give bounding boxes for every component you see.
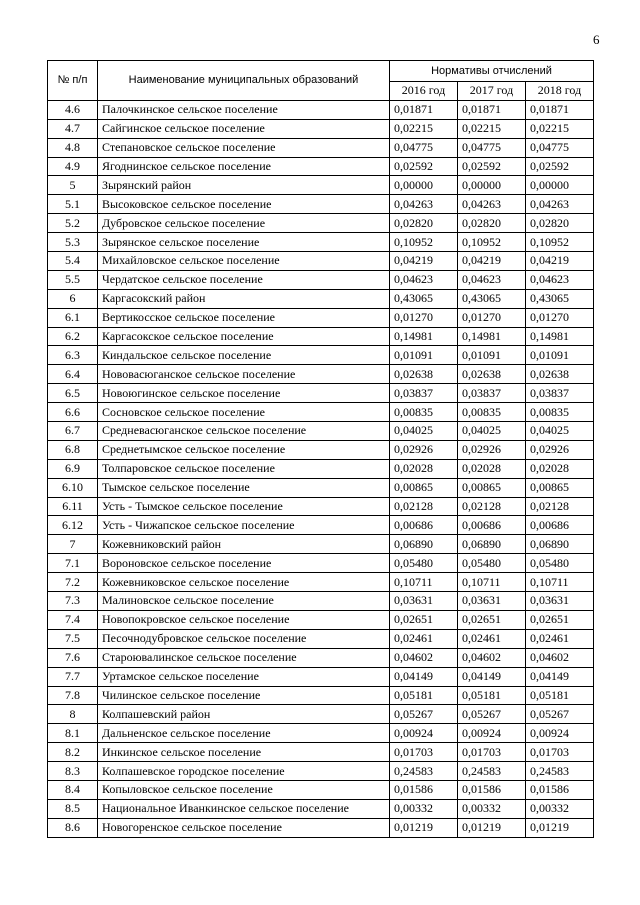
table-row <box>48 648 594 667</box>
table-row <box>48 195 594 214</box>
table-row <box>48 610 594 629</box>
row-number: 6.10 <box>48 478 98 497</box>
municipality-name: Вороновское сельское поселение <box>98 554 390 573</box>
municipality-name: Уртамское сельское поселение <box>98 667 390 686</box>
value-2016: 0,02638 <box>390 365 458 384</box>
value-2016: 0,10711 <box>390 573 458 592</box>
table-row <box>48 176 594 195</box>
row-number: 7.3 <box>48 592 98 611</box>
value-2017: 0,04149 <box>458 667 526 686</box>
row-number: 5 <box>48 176 98 195</box>
table-row <box>48 762 594 781</box>
value-2016: 0,00865 <box>390 478 458 497</box>
value-2017: 0,01586 <box>458 780 526 799</box>
table-row <box>48 327 594 346</box>
municipality-name: Усть - Чижапское сельское поселение <box>98 516 390 535</box>
value-2016: 0,01091 <box>390 346 458 365</box>
value-2018: 0,01871 <box>526 100 594 119</box>
value-2016: 0,03631 <box>390 592 458 611</box>
row-number: 6.1 <box>48 308 98 327</box>
table-row <box>48 119 594 138</box>
row-number: 4.7 <box>48 119 98 138</box>
value-2017: 0,02128 <box>458 497 526 516</box>
header-year-2018: 2018 год <box>526 82 594 101</box>
value-2018: 0,10952 <box>526 233 594 252</box>
table-row <box>48 233 594 252</box>
municipality-name: Копыловское сельское поселение <box>98 780 390 799</box>
value-2016: 0,03837 <box>390 384 458 403</box>
row-number: 6.8 <box>48 440 98 459</box>
value-2016: 0,04775 <box>390 138 458 157</box>
page-number: 6 <box>593 32 600 47</box>
municipality-name: Каргасокский район <box>98 289 390 308</box>
value-2018: 0,06890 <box>526 535 594 554</box>
value-2018: 0,05267 <box>526 705 594 724</box>
table-row <box>48 346 594 365</box>
value-2018: 0,03631 <box>526 592 594 611</box>
value-2016: 0,01219 <box>390 818 458 837</box>
row-number: 4.6 <box>48 100 98 119</box>
row-number: 7.7 <box>48 667 98 686</box>
value-2016: 0,00924 <box>390 724 458 743</box>
value-2018: 0,04025 <box>526 422 594 441</box>
row-number: 6.9 <box>48 459 98 478</box>
municipality-name: Чилинское сельское поселение <box>98 686 390 705</box>
municipality-name: Малиновское сельское поселение <box>98 592 390 611</box>
value-2018: 0,03837 <box>526 384 594 403</box>
value-2017: 0,02638 <box>458 365 526 384</box>
value-2018: 0,00000 <box>526 176 594 195</box>
municipality-name: Колпашевский район <box>98 705 390 724</box>
value-2017: 0,01270 <box>458 308 526 327</box>
value-2017: 0,01871 <box>458 100 526 119</box>
table-row <box>48 157 594 176</box>
row-number: 4.9 <box>48 157 98 176</box>
value-2017: 0,00000 <box>458 176 526 195</box>
table-row <box>48 289 594 308</box>
value-2016: 0,04623 <box>390 270 458 289</box>
row-number: 6.3 <box>48 346 98 365</box>
municipality-name: Киндальское сельское поселение <box>98 346 390 365</box>
value-2018: 0,00865 <box>526 478 594 497</box>
value-2017: 0,04775 <box>458 138 526 157</box>
header-norms-group: Нормативы отчислений <box>390 61 594 82</box>
value-2016: 0,01270 <box>390 308 458 327</box>
value-2017: 0,04263 <box>458 195 526 214</box>
value-2017: 0,04219 <box>458 252 526 271</box>
municipality-name: Каргасокское сельское поселение <box>98 327 390 346</box>
value-2017: 0,03837 <box>458 384 526 403</box>
value-2016: 0,04219 <box>390 252 458 271</box>
table-row <box>48 799 594 818</box>
value-2017: 0,02926 <box>458 440 526 459</box>
value-2017: 0,03631 <box>458 592 526 611</box>
value-2016: 0,04149 <box>390 667 458 686</box>
value-2016: 0,02461 <box>390 629 458 648</box>
value-2018: 0,01586 <box>526 780 594 799</box>
value-2017: 0,00865 <box>458 478 526 497</box>
municipality-name: Дубровское сельское поселение <box>98 214 390 233</box>
row-number: 5.3 <box>48 233 98 252</box>
table-row <box>48 138 594 157</box>
value-2016: 0,01586 <box>390 780 458 799</box>
value-2018: 0,05181 <box>526 686 594 705</box>
value-2018: 0,02461 <box>526 629 594 648</box>
table-row <box>48 705 594 724</box>
municipality-name: Среднетымское сельское поселение <box>98 440 390 459</box>
header-year-2016: 2016 год <box>390 82 458 101</box>
table-row <box>48 478 594 497</box>
value-2017: 0,05267 <box>458 705 526 724</box>
value-2016: 0,02820 <box>390 214 458 233</box>
row-number: 6.7 <box>48 422 98 441</box>
value-2016: 0,00000 <box>390 176 458 195</box>
row-number: 5.5 <box>48 270 98 289</box>
row-number: 6.11 <box>48 497 98 516</box>
value-2018: 0,05480 <box>526 554 594 573</box>
municipality-name: Тымское сельское поселение <box>98 478 390 497</box>
row-number: 7.4 <box>48 610 98 629</box>
value-2018: 0,02128 <box>526 497 594 516</box>
municipality-name: Кожевниковское сельское поселение <box>98 573 390 592</box>
value-2016: 0,02651 <box>390 610 458 629</box>
value-2018: 0,01703 <box>526 743 594 762</box>
norms-table <box>47 60 594 838</box>
table-row <box>48 592 594 611</box>
value-2016: 0,05480 <box>390 554 458 573</box>
value-2016: 0,04602 <box>390 648 458 667</box>
row-number: 4.8 <box>48 138 98 157</box>
value-2017: 0,06890 <box>458 535 526 554</box>
value-2018: 0,04775 <box>526 138 594 157</box>
value-2016: 0,10952 <box>390 233 458 252</box>
table-row <box>48 100 594 119</box>
value-2017: 0,10952 <box>458 233 526 252</box>
value-2016: 0,02028 <box>390 459 458 478</box>
value-2017: 0,02461 <box>458 629 526 648</box>
municipality-name: Новопокровское сельское поселение <box>98 610 390 629</box>
table-row <box>48 365 594 384</box>
value-2017: 0,01703 <box>458 743 526 762</box>
row-number: 5.2 <box>48 214 98 233</box>
value-2016: 0,02215 <box>390 119 458 138</box>
table-row <box>48 743 594 762</box>
municipality-name: Высоковское сельское поселение <box>98 195 390 214</box>
table-row <box>48 422 594 441</box>
table-row <box>48 440 594 459</box>
value-2018: 0,04623 <box>526 270 594 289</box>
row-number: 6.6 <box>48 403 98 422</box>
value-2017: 0,00835 <box>458 403 526 422</box>
value-2016: 0,04263 <box>390 195 458 214</box>
value-2018: 0,24583 <box>526 762 594 781</box>
municipality-name: Зырянский район <box>98 176 390 195</box>
table-row <box>48 818 594 837</box>
value-2018: 0,04602 <box>526 648 594 667</box>
municipality-name: Колпашевское городское поселение <box>98 762 390 781</box>
value-2018: 0,02926 <box>526 440 594 459</box>
table-row <box>48 497 594 516</box>
header-name: Наименование муниципальных образований <box>98 61 390 101</box>
value-2018: 0,00332 <box>526 799 594 818</box>
municipality-name: Степановское сельское поселение <box>98 138 390 157</box>
municipality-name: Инкинское сельское поселение <box>98 743 390 762</box>
value-2017: 0,02820 <box>458 214 526 233</box>
row-number: 5.4 <box>48 252 98 271</box>
header-number: № п/п <box>48 61 98 101</box>
row-number: 6.12 <box>48 516 98 535</box>
value-2018: 0,43065 <box>526 289 594 308</box>
value-2016: 0,04025 <box>390 422 458 441</box>
table-header-row <box>48 61 594 82</box>
municipality-name: Толпаровское сельское поселение <box>98 459 390 478</box>
value-2018: 0,01091 <box>526 346 594 365</box>
table-row <box>48 780 594 799</box>
row-number: 8.6 <box>48 818 98 837</box>
table-row <box>48 270 594 289</box>
value-2017: 0,43065 <box>458 289 526 308</box>
municipality-name: Сосновское сельское поселение <box>98 403 390 422</box>
value-2018: 0,14981 <box>526 327 594 346</box>
header-year-2017: 2017 год <box>458 82 526 101</box>
value-2018: 0,00835 <box>526 403 594 422</box>
row-number: 6.5 <box>48 384 98 403</box>
municipality-name: Михайловское сельское поселение <box>98 252 390 271</box>
table-row <box>48 308 594 327</box>
value-2016: 0,01871 <box>390 100 458 119</box>
row-number: 7.5 <box>48 629 98 648</box>
value-2016: 0,01703 <box>390 743 458 762</box>
value-2018: 0,02028 <box>526 459 594 478</box>
municipality-name: Новогоренское сельское поселение <box>98 818 390 837</box>
row-number: 8.1 <box>48 724 98 743</box>
value-2017: 0,01219 <box>458 818 526 837</box>
value-2016: 0,43065 <box>390 289 458 308</box>
row-number: 7.8 <box>48 686 98 705</box>
value-2018: 0,02592 <box>526 157 594 176</box>
municipality-name: Чердатское сельское поселение <box>98 270 390 289</box>
row-number: 7.1 <box>48 554 98 573</box>
value-2017: 0,24583 <box>458 762 526 781</box>
row-number: 8.2 <box>48 743 98 762</box>
municipality-name: Ягоднинское сельское поселение <box>98 157 390 176</box>
value-2017: 0,02028 <box>458 459 526 478</box>
value-2017: 0,02592 <box>458 157 526 176</box>
municipality-name: Зырянское сельское поселение <box>98 233 390 252</box>
value-2017: 0,02651 <box>458 610 526 629</box>
value-2018: 0,10711 <box>526 573 594 592</box>
municipality-name: Песочнодубровское сельское поселение <box>98 629 390 648</box>
table-row <box>48 686 594 705</box>
table-row <box>48 629 594 648</box>
value-2018: 0,02638 <box>526 365 594 384</box>
value-2018: 0,04263 <box>526 195 594 214</box>
municipality-name: Дальненское сельское поселение <box>98 724 390 743</box>
value-2017: 0,14981 <box>458 327 526 346</box>
value-2017: 0,01091 <box>458 346 526 365</box>
row-number: 7.6 <box>48 648 98 667</box>
value-2018: 0,04149 <box>526 667 594 686</box>
value-2017: 0,04623 <box>458 270 526 289</box>
value-2017: 0,05181 <box>458 686 526 705</box>
value-2016: 0,02592 <box>390 157 458 176</box>
municipality-name: Нововасюганское сельское поселение <box>98 365 390 384</box>
value-2018: 0,04219 <box>526 252 594 271</box>
table-body <box>48 100 594 837</box>
value-2016: 0,14981 <box>390 327 458 346</box>
municipality-name: Староювалинское сельское поселение <box>98 648 390 667</box>
municipality-name: Национальное Иванкинское сельское поселение <box>98 799 390 818</box>
table-row <box>48 384 594 403</box>
table-row <box>48 724 594 743</box>
row-number: 7.2 <box>48 573 98 592</box>
table-row <box>48 667 594 686</box>
value-2016: 0,02128 <box>390 497 458 516</box>
value-2017: 0,02215 <box>458 119 526 138</box>
row-number: 8.3 <box>48 762 98 781</box>
value-2017: 0,04602 <box>458 648 526 667</box>
table-row <box>48 403 594 422</box>
municipality-name: Сайгинское сельское поселение <box>98 119 390 138</box>
table-row <box>48 535 594 554</box>
value-2018: 0,00924 <box>526 724 594 743</box>
value-2017: 0,04025 <box>458 422 526 441</box>
row-number: 6.2 <box>48 327 98 346</box>
municipality-name: Усть - Тымское сельское поселение <box>98 497 390 516</box>
row-number: 5.1 <box>48 195 98 214</box>
table-row <box>48 252 594 271</box>
table-row <box>48 214 594 233</box>
table-row <box>48 573 594 592</box>
municipality-name: Кожевниковский район <box>98 535 390 554</box>
value-2016: 0,00835 <box>390 403 458 422</box>
row-number: 7 <box>48 535 98 554</box>
municipality-name: Палочкинское сельское поселение <box>98 100 390 119</box>
value-2017: 0,00924 <box>458 724 526 743</box>
value-2017: 0,00686 <box>458 516 526 535</box>
value-2016: 0,02926 <box>390 440 458 459</box>
row-number: 8.5 <box>48 799 98 818</box>
value-2016: 0,00332 <box>390 799 458 818</box>
row-number: 6 <box>48 289 98 308</box>
value-2016: 0,24583 <box>390 762 458 781</box>
value-2018: 0,02651 <box>526 610 594 629</box>
value-2016: 0,06890 <box>390 535 458 554</box>
value-2018: 0,01219 <box>526 818 594 837</box>
value-2016: 0,05181 <box>390 686 458 705</box>
municipality-name: Средневасюганское сельское поселение <box>98 422 390 441</box>
value-2016: 0,00686 <box>390 516 458 535</box>
table-row <box>48 554 594 573</box>
row-number: 8 <box>48 705 98 724</box>
value-2018: 0,02820 <box>526 214 594 233</box>
table-row <box>48 516 594 535</box>
value-2018: 0,02215 <box>526 119 594 138</box>
municipality-name: Вертикосское сельское поселение <box>98 308 390 327</box>
value-2016: 0,05267 <box>390 705 458 724</box>
value-2017: 0,10711 <box>458 573 526 592</box>
row-number: 8.4 <box>48 780 98 799</box>
value-2018: 0,00686 <box>526 516 594 535</box>
value-2017: 0,00332 <box>458 799 526 818</box>
value-2017: 0,05480 <box>458 554 526 573</box>
municipality-name: Новоюгинское сельское поселение <box>98 384 390 403</box>
value-2018: 0,01270 <box>526 308 594 327</box>
table-row <box>48 459 594 478</box>
row-number: 6.4 <box>48 365 98 384</box>
